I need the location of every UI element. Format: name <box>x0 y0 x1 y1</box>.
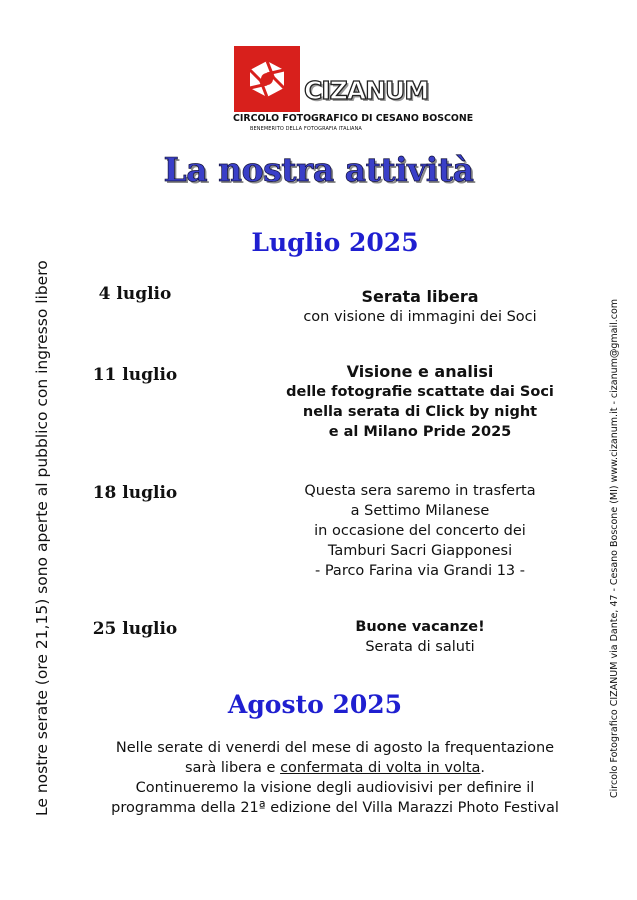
agosto-description <box>70 738 600 818</box>
event-line: con visione di immagini dei Soci <box>303 309 537 325</box>
club-logo <box>228 46 474 136</box>
event-title: Buone vacanze! <box>355 619 485 635</box>
month-heading-luglio: Luglio 2025 <box>251 228 419 257</box>
page-title: La nostra attività <box>163 150 474 189</box>
event-line: Questa sera saremo in trasferta <box>304 483 536 499</box>
event-date: 11 luglio <box>92 365 178 385</box>
event-title: Visione e analisi <box>346 362 494 381</box>
event-line: Serata di saluti <box>365 639 475 655</box>
event-description <box>250 362 590 442</box>
side-note-left: Le nostre serate (ore 21,15) sono aperte al pubblico con ingresso libero <box>33 260 51 816</box>
event-date: 18 luglio <box>92 483 178 503</box>
text-line <box>70 758 600 778</box>
event-title: Serata libera <box>361 287 479 306</box>
event-date: 4 luglio <box>98 284 172 304</box>
event-line: delle fotografie scattate dai Soci <box>286 384 554 400</box>
event-line: e al Milano Pride 2025 <box>328 424 512 440</box>
event-line: a Settimo Milanese <box>350 503 490 519</box>
event-line: - Parco Farina via Grandi 13 - <box>315 563 525 579</box>
event-description <box>250 481 590 581</box>
event-line: Tamburi Sacri Giapponesi <box>327 543 513 559</box>
text-segment: sarà libera e <box>184 760 281 776</box>
logo-tagline: BENEMERITO DELLA FOTOGRAFIA ITALIANA <box>250 126 362 132</box>
event-date: 25 luglio <box>92 619 178 639</box>
event-line: in occasione del concerto dei <box>314 523 526 539</box>
camera-shutter-icon <box>234 46 300 112</box>
event-line: nella serata di Click by night <box>302 404 538 420</box>
logo-name: CIZANUM <box>304 76 429 105</box>
underlined-text: confermata di volta in volta <box>280 760 481 776</box>
side-contact-right: Circolo Fotografico CIZANUM via Dante, 47 - Cesano Boscone (MI) www.cizanum.it - cizanum@gmail.com <box>609 298 620 798</box>
logo-subtitle: CIRCOLO FOTOGRAFICO DI CESANO BOSCONE <box>233 113 474 124</box>
event-description <box>250 287 590 327</box>
text-line: Continueremo la visione degli audiovisivi per definire il <box>135 780 535 796</box>
event-description <box>250 617 590 657</box>
text-line: programma della 21ª edizione del Villa Marazzi Photo Festival <box>111 800 559 816</box>
text-segment: . <box>480 760 486 776</box>
month-heading-agosto: Agosto 2025 <box>227 690 403 719</box>
text-line: Nelle serate di venerdi del mese di agosto la frequentazione <box>115 740 555 756</box>
